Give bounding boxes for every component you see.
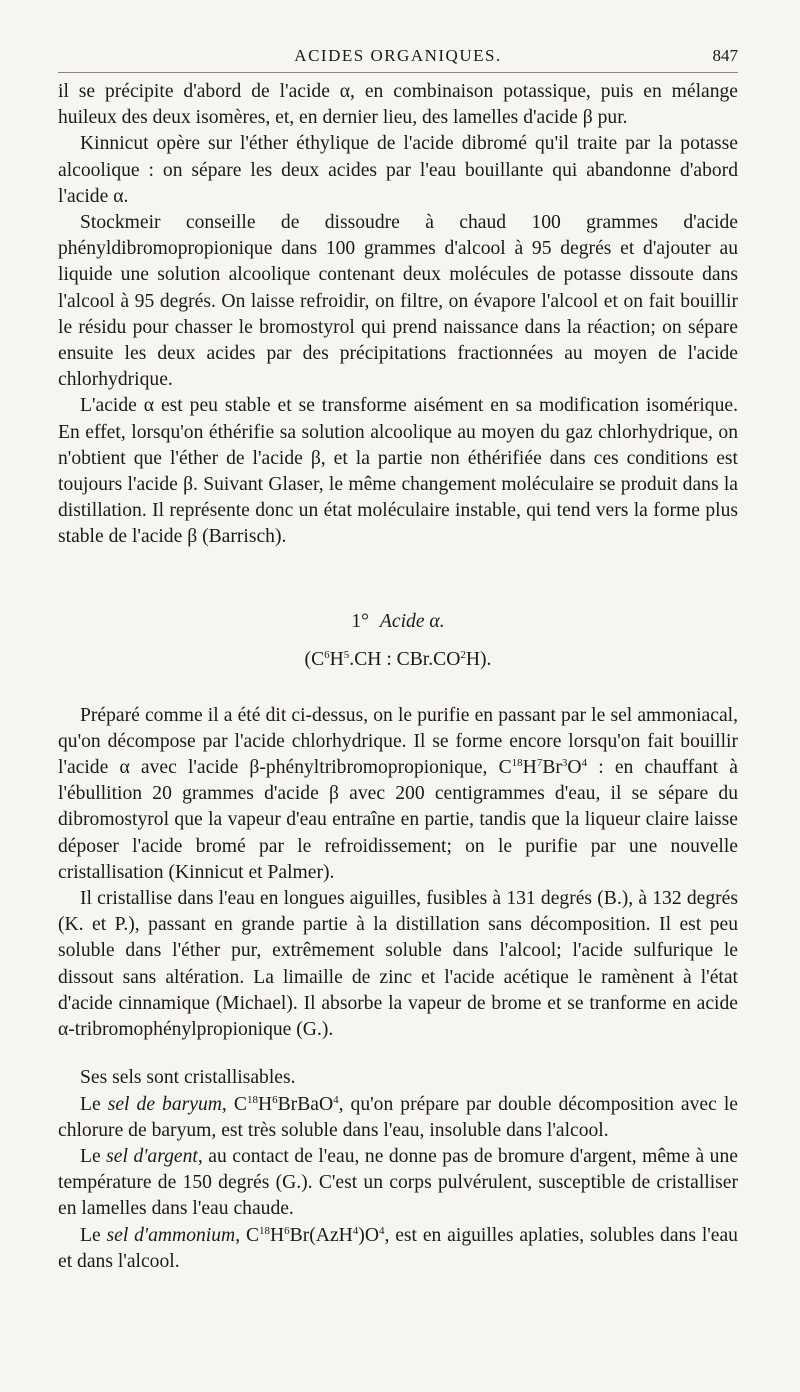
running-title: ACIDES ORGANIQUES. [294,46,502,65]
paragraph-gap [58,1043,738,1065]
section-title: Acide α. [379,610,445,632]
paragraph: L'acide α est peu stable et se transforme aisément en sa modification isomérique. En effet, lorsqu'on éthérifie sa solution alcoolique au moyen du gaz chlorhydrique, on n'obtient que l'éther de l'acide β, et la partie non éthérifiée dans ces conditions est toujours l'acide β. Suivant Glaser, le même changement moléculaire se produit dans la distillation. Il représente donc un état moléculaire instable, qui tend vers la forme plus stable de l'acide β (Barrisch). [58,395,738,548]
chemical-formula: ($C^6H^5.CH$ : $CBr.CO^2H$). [304,648,492,670]
paragraph: il se précipite d'abord de l'acide α, en combinaison potassique, puis en mélange huileux des deux isomères, et, en dernier lieu, des lamelles d'acide β pur. [58,81,738,129]
section-heading [58,609,738,635]
paragraph: Le sel de baryum, $C^{18}H^6BrBaO^4$, qu'on prépare par double décomposition avec le chlorure de baryum, est très soluble dans l'eau, insoluble dans l'alcool. [58,1093,738,1141]
paragraph: Préparé comme il a été dit ci-dessus, on le purifie en passant par le sel ammoniacal, qu'on décompose par l'acide chlorhydrique. Il se forme encore lorsqu'on fait bouillir l'acide α avec l'acide β-phényltribromopropionique, $C^{18}H^7Br^3O^4$ : en chauffant à l'ébullition 20 grammes d'acide β avec 200 centigrammes d'eau, il se sépare du dibromostyrol que la vapeur d'eau entraîne en partie, tandis que la liqueur claire laisse déposer l'acide bromé par le refroidissement; on le purifie par une nouvelle cristallisation (Kinnicut et Palmer). [58,704,738,883]
paragraph: Il cristallise dans l'eau en longues aiguilles, fusibles à 131 degrés (B.), à 132 degrés (K. et P.), passant en grande partie à la distillation sans décomposition. Il est peu soluble dans l'éther pur, extrêmement soluble dans l'alcool; l'acide sulfurique le dissout sans altération. La limaille de zinc et l'acide acétique le ramènent à l'état d'acide cinnamique (Michael). Il absorbe la vapeur de brome et se tranforme en acide α-tribromophénylpropionique (G.). [58,888,738,1041]
paragraph: Kinnicut opère sur l'éther éthylique de l'acide dibromé qu'il traite par la potasse alcoolique : on sépare les deux acides par l'eau bouillante qui abandonne d'abord l'acide α. [58,133,738,207]
paragraph: Stockmeir conseille de dissoudre à chaud 100 grammes d'acide phényldibromopropionique dans 100 grammes d'alcool à 95 degrés et d'ajouter au liquide une solution alcoolique contenant deux molécules de potasse dissoute dans l'alcool à 95 degrés. On laisse refroidir, on filtre, on évapore l'alcool et on fait bouillir le résidu pour chasser le bromostyrol qui prend naissance dans la réaction; on sépare ensuite les deux acides par des précipitations fractionnées au moyen de l'acide chlorhydrique. [58,212,738,391]
paragraph: Ses sels sont cristallisables. [80,1067,296,1089]
running-header [58,44,738,73]
section-number: 1° [351,610,370,632]
paragraph: Le sel d'ammonium, $C^{18}H^6Br(AzH^4)O^4$, est en aiguilles aplaties, solubles dans l'eau et dans l'alcool. [58,1224,738,1272]
body-text [58,79,738,1275]
paragraph: Le sel d'argent, au contact de l'eau, ne donne pas de bromure d'argent, même à une température de 150 degrés (G.). C'est un corps pulvérulent, susceptible de cristalliser en lamelles dans l'eau chaude. [58,1145,738,1220]
page-number: 847 [712,46,738,65]
